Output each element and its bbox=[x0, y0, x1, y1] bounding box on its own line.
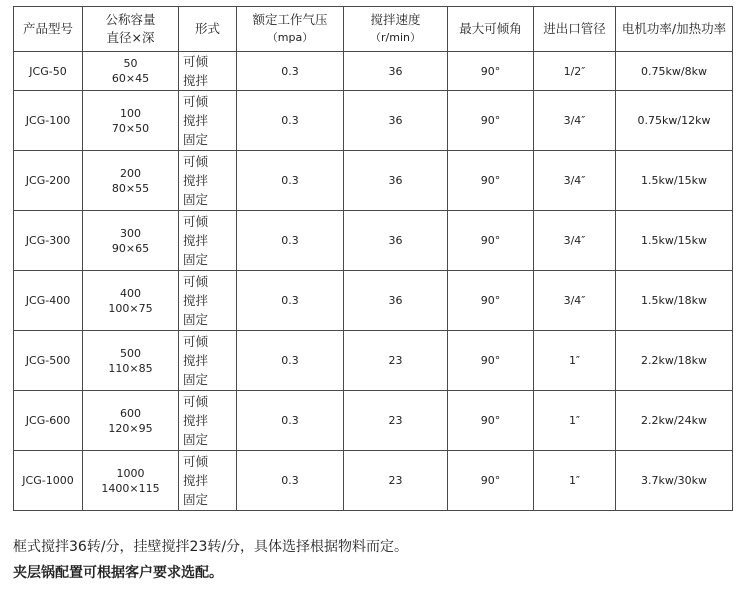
cell-pipe: 3/4″ bbox=[534, 211, 616, 271]
cell-tilt: 90° bbox=[448, 331, 534, 391]
cell-pipe: 1″ bbox=[534, 331, 616, 391]
cell-form-line: 搅拌 bbox=[183, 173, 209, 188]
cell-pipe: 3/4″ bbox=[534, 151, 616, 211]
cell-form-line: 搅拌 bbox=[183, 353, 209, 368]
cell-speed: 23 bbox=[344, 331, 448, 391]
cell-power: 0.75kw/12kw bbox=[616, 91, 733, 151]
cell-speed: 36 bbox=[344, 271, 448, 331]
cell-pipe: 3/4″ bbox=[534, 271, 616, 331]
cell-capacity bbox=[83, 52, 179, 91]
cell-speed: 36 bbox=[344, 211, 448, 271]
cell-form bbox=[179, 331, 237, 391]
cell-model: JCG-500 bbox=[14, 331, 83, 391]
cell-form-line: 搅拌 bbox=[183, 413, 209, 428]
header-tilt: 最大可倾角 bbox=[448, 7, 534, 52]
cell-model: JCG-100 bbox=[14, 91, 83, 151]
cell-form-line: 可倾 bbox=[183, 214, 209, 229]
cell-power: 0.75kw/8kw bbox=[616, 52, 733, 91]
cell-tilt: 90° bbox=[448, 52, 534, 91]
table-row bbox=[14, 211, 733, 271]
cell-capacity bbox=[83, 211, 179, 271]
cell-tilt: 90° bbox=[448, 271, 534, 331]
header-model: 产品型号 bbox=[14, 7, 83, 52]
cell-dims: 110×85 bbox=[108, 361, 153, 375]
cell-dims: 80×55 bbox=[111, 181, 150, 195]
cell-pressure: 0.3 bbox=[237, 391, 344, 451]
cell-tilt: 90° bbox=[448, 91, 534, 151]
cell-capacity-value: 400 bbox=[120, 286, 141, 300]
cell-speed: 36 bbox=[344, 52, 448, 91]
header-pressure-line2: （mpa） bbox=[266, 31, 314, 44]
header-speed bbox=[344, 7, 448, 52]
cell-power: 1.5kw/18kw bbox=[616, 271, 733, 331]
cell-capacity bbox=[83, 391, 179, 451]
cell-model: JCG-50 bbox=[14, 52, 83, 91]
cell-form-line: 搅拌 bbox=[183, 293, 209, 308]
table-row bbox=[14, 451, 733, 511]
cell-capacity-value: 300 bbox=[120, 226, 141, 240]
header-form: 形式 bbox=[179, 7, 237, 52]
cell-model: JCG-300 bbox=[14, 211, 83, 271]
cell-model: JCG-200 bbox=[14, 151, 83, 211]
cell-speed: 23 bbox=[344, 391, 448, 451]
header-capacity-line2: 直径×深 bbox=[106, 30, 155, 45]
cell-dims: 70×50 bbox=[111, 121, 150, 135]
cell-capacity-value: 1000 bbox=[116, 466, 145, 480]
table-body bbox=[14, 52, 733, 511]
cell-form-line: 固定 bbox=[183, 192, 209, 207]
cell-pressure: 0.3 bbox=[237, 211, 344, 271]
header-speed-line2: （r/min） bbox=[370, 31, 421, 44]
header-pipe: 进出口管径 bbox=[534, 7, 616, 52]
cell-power: 3.7kw/30kw bbox=[616, 451, 733, 511]
cell-pipe: 1/2″ bbox=[534, 52, 616, 91]
cell-form-line: 可倾 bbox=[183, 274, 209, 289]
cell-dims: 90×65 bbox=[111, 241, 150, 255]
cell-tilt: 90° bbox=[448, 211, 534, 271]
header-row bbox=[14, 7, 733, 52]
cell-pipe: 3/4″ bbox=[534, 91, 616, 151]
cell-form-line: 固定 bbox=[183, 132, 209, 147]
cell-form bbox=[179, 151, 237, 211]
cell-power: 1.5kw/15kw bbox=[616, 211, 733, 271]
table-row bbox=[14, 91, 733, 151]
note-stirring-speed: 框式搅拌36转/分，挂壁搅拌23转/分，具体选择根据物料而定。 bbox=[13, 539, 409, 555]
cell-form bbox=[179, 52, 237, 91]
table-row bbox=[14, 391, 733, 451]
cell-pressure: 0.3 bbox=[237, 151, 344, 211]
cell-form-line: 可倾 bbox=[183, 154, 209, 169]
cell-form-line: 可倾 bbox=[183, 454, 209, 469]
cell-speed: 23 bbox=[344, 451, 448, 511]
cell-pressure: 0.3 bbox=[237, 91, 344, 151]
cell-speed: 36 bbox=[344, 91, 448, 151]
cell-form bbox=[179, 211, 237, 271]
cell-capacity bbox=[83, 331, 179, 391]
cell-dims: 120×95 bbox=[108, 421, 153, 435]
cell-form-line: 固定 bbox=[183, 432, 209, 447]
cell-form bbox=[179, 271, 237, 331]
cell-pipe: 1″ bbox=[534, 391, 616, 451]
cell-form-line: 固定 bbox=[183, 372, 209, 387]
cell-power: 1.5kw/15kw bbox=[616, 151, 733, 211]
cell-speed: 36 bbox=[344, 151, 448, 211]
cell-tilt: 90° bbox=[448, 451, 534, 511]
table-row bbox=[14, 151, 733, 211]
cell-capacity bbox=[83, 271, 179, 331]
cell-model: JCG-1000 bbox=[14, 451, 83, 511]
cell-capacity bbox=[83, 91, 179, 151]
cell-capacity bbox=[83, 151, 179, 211]
cell-dims: 100×75 bbox=[108, 301, 153, 315]
cell-capacity bbox=[83, 451, 179, 511]
cell-form-line: 可倾 bbox=[183, 94, 209, 109]
header-power: 电机功率/加热功率 bbox=[616, 7, 733, 52]
cell-power: 2.2kw/18kw bbox=[616, 331, 733, 391]
cell-capacity-value: 200 bbox=[120, 166, 141, 180]
cell-capacity-value: 100 bbox=[120, 106, 141, 120]
header-speed-line1: 搅拌速度 bbox=[370, 12, 421, 27]
cell-model: JCG-400 bbox=[14, 271, 83, 331]
header-capacity bbox=[83, 7, 179, 52]
cell-form-line: 可倾 bbox=[183, 334, 209, 349]
cell-tilt: 90° bbox=[448, 151, 534, 211]
cell-form bbox=[179, 451, 237, 511]
cell-pressure: 0.3 bbox=[237, 331, 344, 391]
cell-dims: 1400×115 bbox=[101, 481, 160, 495]
cell-pressure: 0.3 bbox=[237, 451, 344, 511]
note-configuration: 夹层锅配置可根据客户要求选配。 bbox=[13, 565, 223, 581]
cell-form-line: 可倾 bbox=[183, 54, 209, 69]
header-capacity-line1: 公称容量 bbox=[105, 12, 156, 27]
cell-form-line: 搅拌 bbox=[183, 73, 209, 88]
cell-form-line: 固定 bbox=[183, 252, 209, 267]
table-row bbox=[14, 331, 733, 391]
header-pressure-line1: 额定工作气压 bbox=[252, 12, 328, 27]
table-row bbox=[14, 271, 733, 331]
cell-capacity-value: 600 bbox=[120, 406, 141, 420]
cell-form-line: 固定 bbox=[183, 312, 209, 327]
cell-form bbox=[179, 91, 237, 151]
cell-power: 2.2kw/24kw bbox=[616, 391, 733, 451]
table-row bbox=[14, 52, 733, 91]
spec-table bbox=[13, 6, 733, 511]
header-pressure bbox=[237, 7, 344, 52]
cell-form-line: 搅拌 bbox=[183, 473, 209, 488]
cell-pipe: 1″ bbox=[534, 451, 616, 511]
cell-form-line: 固定 bbox=[183, 492, 209, 507]
cell-capacity-value: 500 bbox=[120, 346, 141, 360]
cell-pressure: 0.3 bbox=[237, 271, 344, 331]
cell-pressure: 0.3 bbox=[237, 52, 344, 91]
cell-form-line: 搅拌 bbox=[183, 233, 209, 248]
cell-dims: 60×45 bbox=[111, 72, 150, 85]
cell-form-line: 搅拌 bbox=[183, 113, 209, 128]
cell-tilt: 90° bbox=[448, 391, 534, 451]
cell-form bbox=[179, 391, 237, 451]
cell-capacity-value: 50 bbox=[123, 57, 138, 70]
cell-model: JCG-600 bbox=[14, 391, 83, 451]
cell-form-line: 可倾 bbox=[183, 394, 209, 409]
notes bbox=[13, 537, 738, 583]
